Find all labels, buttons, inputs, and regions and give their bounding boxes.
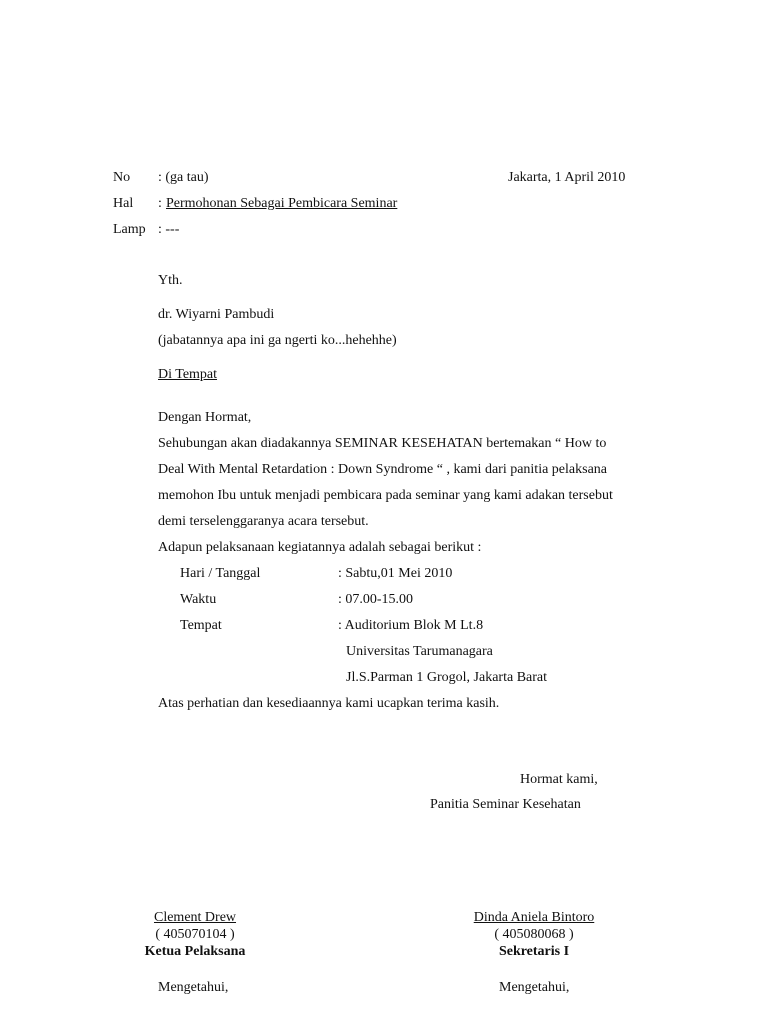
salutation: Yth. <box>158 273 183 288</box>
letter-date: Jakarta, 1 April 2010 <box>508 170 626 185</box>
signatory-name: Dinda Aniela Bintoro <box>473 910 595 925</box>
schedule-value-place: : Auditorium Blok M Lt.8 <box>338 618 484 633</box>
committee-name: Panitia Seminar Kesehatan <box>430 797 581 812</box>
body-line: memohon Ibu untuk menjadi pembicara pada seminar yang kami adakan tersebut <box>158 488 613 503</box>
recipient-name: dr. Wiyarni Pambudi <box>158 307 275 322</box>
body-line: Sehubungan akan diadakannya SEMINAR KESEHATAN bertemakan “ How to <box>158 436 607 451</box>
lamp-value: : --- <box>158 222 180 237</box>
schedule-value-time: : 07.00-15.00 <box>338 592 414 607</box>
lamp-label: Lamp <box>113 222 146 237</box>
hal-label: Hal <box>113 196 134 211</box>
greeting: Dengan Hormat, <box>158 410 252 425</box>
recipient-location: Di Tempat <box>158 367 218 382</box>
address-line: Jl.S.Parman 1 Grogol, Jakarta Barat <box>346 670 548 685</box>
signatory-id: ( 405070104 ) <box>155 927 235 942</box>
schedule-label-time: Waktu <box>180 592 217 607</box>
acknowledged-label: Mengetahui, <box>499 980 570 995</box>
subject: Permohonan Sebagai Pembicara Seminar <box>166 196 398 211</box>
schedule-intro: Adapun pelaksanaan kegiatannya adalah sebagai berikut : <box>158 540 482 555</box>
regards: Hormat kami, <box>520 772 598 787</box>
address-line: Universitas Tarumanagara <box>346 644 493 659</box>
schedule-value-date: : Sabtu,01 Mei 2010 <box>338 566 453 581</box>
signatory-name: Clement Drew <box>153 910 237 925</box>
no-value: : (ga tau) <box>158 170 209 185</box>
signatory-role: Sekretaris I <box>498 944 570 959</box>
no-label: No <box>113 170 131 185</box>
signatory-role: Ketua Pelaksana <box>144 944 246 959</box>
signatory-id: ( 405080068 ) <box>494 927 574 942</box>
recipient-position: (jabatannya apa ini ga ngerti ko...hehehhe) <box>158 333 397 348</box>
body-line: demi terselenggaranya acara tersebut. <box>158 514 369 529</box>
body-line: Deal With Mental Retardation : Down Syndrome “ , kami dari panitia pelaksana <box>158 462 607 477</box>
closing-line: Atas perhatian dan kesediaannya kami ucapkan terima kasih. <box>158 696 500 711</box>
schedule-label-place: Tempat <box>180 618 222 633</box>
hal-colon: : <box>158 196 162 211</box>
schedule-label-date: Hari / Tanggal <box>180 566 261 581</box>
acknowledged-label: Mengetahui, <box>158 980 229 995</box>
